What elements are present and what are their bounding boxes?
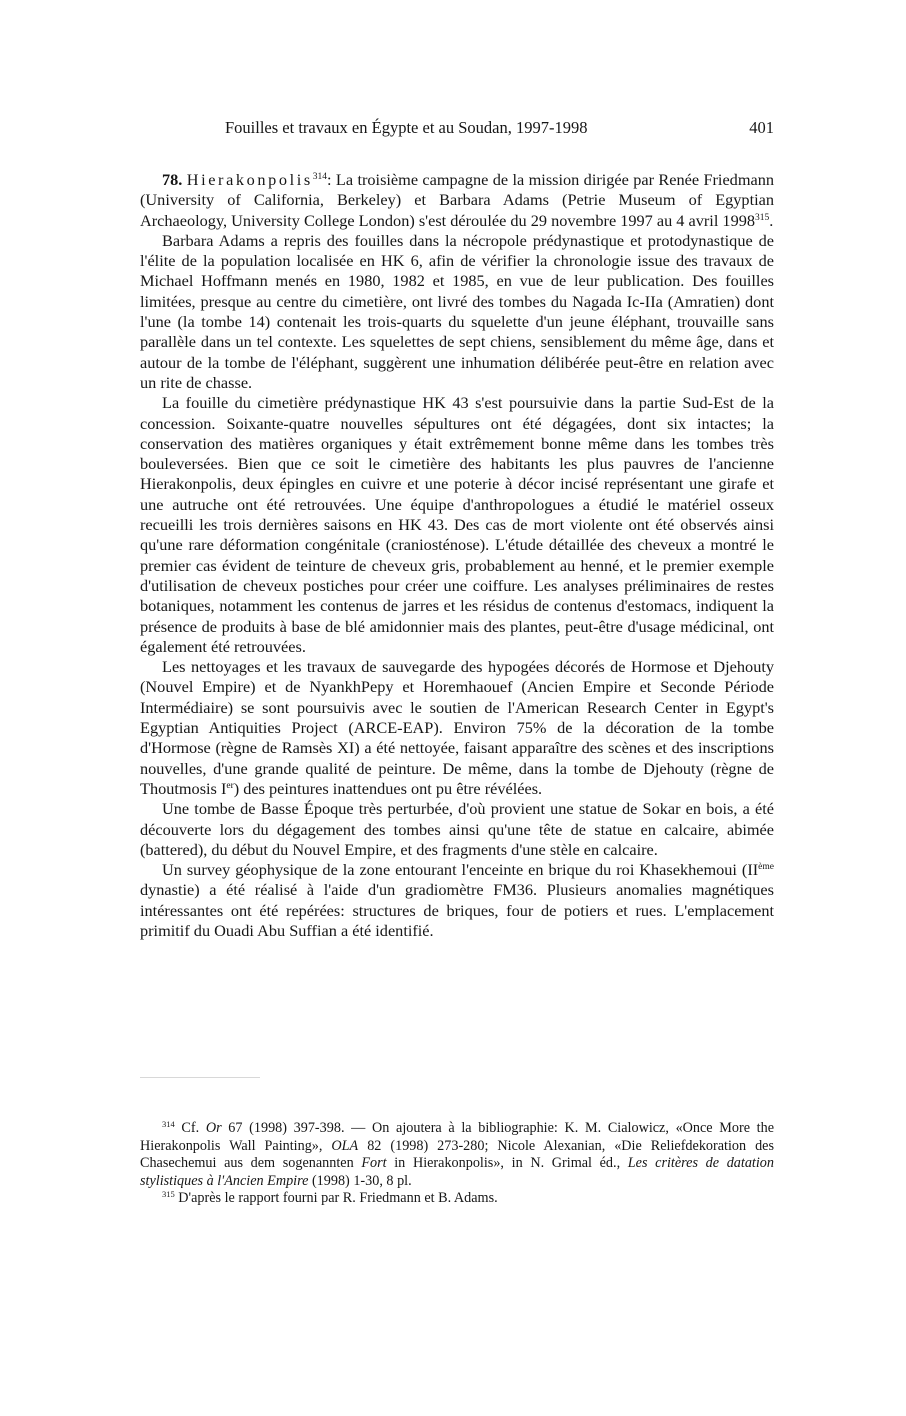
paragraph-late-period-tomb: Une tombe de Basse Époque très perturbée, d'où provient une statue de Sokar en bois, a été découverte lors du dégagement des tombes ainsi qu'une tête de statue en calcaire, abimée (battered), du début du Nouvel Empire, et des fragments d'une stèle en calcaire. bbox=[140, 799, 774, 859]
paragraph-text: Un survey géophysique de la zone entourant l'enceinte en brique du roi Khasekhemoui (II bbox=[162, 860, 759, 880]
site-name: Hierakonpolis bbox=[186, 170, 313, 189]
footnote-text: D'après le rapport fourni par R. Friedmann et B. Adams. bbox=[174, 1190, 498, 1207]
paragraph-end: . bbox=[769, 210, 774, 230]
footnote-divider bbox=[140, 1077, 260, 1078]
superscript-eme: ème bbox=[758, 862, 774, 873]
footnote-text: (1998) 1-30, 8 pl. bbox=[308, 1172, 412, 1189]
footnote-ref-314[interactable]: 314 bbox=[312, 172, 328, 182]
paragraph-text-cont: dynastie) a été réalisé à l'aide d'un gradiomètre FM36. Plusieurs anomalies magnétiques intéressantes ont été repérées: structures de briques, four de potiers et rues. L'emplacement primitif du Ouadi Abu Suffian a été identifié. bbox=[140, 880, 774, 940]
entry-number: 78. bbox=[162, 170, 183, 189]
footnote-text: Cf. bbox=[174, 1120, 206, 1136]
paragraph-entry-intro bbox=[140, 170, 774, 231]
footnote-315 bbox=[140, 1190, 774, 1208]
paragraph-text: Les nettoyages et les travaux de sauvegarde des hypogées décorés de Hormose et Djehouty (Nouvel Empire) et de NyankhPepy et Horemhaouef (Ancien Empire et Seconde Période Intermédiaire) se sont poursuivis avec le soutien de l'American Research Center in Egypt's Egyptian Antiquities Project (ARCE-EAP). Environ 75% de la décoration de la tombe d'Hormose (règne de Ramsès XI) a été nettoyée, faisant apparaître des scènes et des inscriptions nouvelles, d'une grande qualité de peinture. De même, dans la tombe de Djehouty (règne de Thoutmosis I bbox=[140, 657, 774, 798]
footnotes bbox=[140, 1120, 774, 1208]
article-body bbox=[140, 170, 774, 941]
paragraph-text-cont: ) des peintures inattendues ont pu être révélées. bbox=[233, 778, 543, 798]
paragraph-tombs-conservation bbox=[140, 657, 774, 799]
series-ola: OLA bbox=[331, 1137, 359, 1154]
book-title: Les critères de datation stylistiques à l'Ancien Empire bbox=[140, 1155, 774, 1189]
footnote-text: in Hierakonpolis», in N. Grimal éd., bbox=[386, 1155, 628, 1172]
footnote-number-315: 315 bbox=[162, 1189, 175, 1200]
page-number: 401 bbox=[749, 118, 774, 137]
paragraph-text: : La troisième campagne de la mission dirigée par Renée Friedmann (University of California, Berkeley) et Barbara Adams (Petrie Museum of Egyptian Archaeology, University College London) s'est déroulée du 29 novembre 1997 au 4 avril 1998 bbox=[140, 170, 774, 230]
running-title: Fouilles et travaux en Égypte et au Soudan, 1997-1998 bbox=[225, 118, 588, 137]
footnote-ref-315[interactable]: 315 bbox=[755, 212, 770, 223]
paragraph-hk43: La fouille du cimetière prédynastique HK 43 s'est poursuivie dans la partie Sud-Est de la concession. Soixante-quatre nouvelles sépultures ont été dégagées, dont six intactes; la conservation des matières organiques y était extrêmement bonne même dans les tombes très bouleversées. Bien que ce soit le cimetière des habitants les plus pauvres de l'ancienne Hierakonpolis, deux épingles en cuivre et une poterie à décor incisé représentant une girafe et une autruche ont été retrouvées. Une équipe d'anthropologues a étudié le matériel osseux recueilli les trois dernières saisons en HK 43. Des cas de mort violente ont été observés ainsi qu'une rare déformation congénitale (craniosténose). L'étude détaillée des cheveux a montré le premier cas évident de teinture de cheveux gris, probablement au henné, et le premier exemple d'utilisation de cheveux postiches pour créer une coiffure. Les analyses préliminaires de restes botaniques, notamment les contenus de jarres et les résidus de contenus d'estomacs, indiquent la présence de produits à base de blé amidonnier mais des plantes, peut-être d'usage médicinal, ont également été retrouvées. bbox=[140, 393, 774, 656]
superscript-er: er bbox=[226, 780, 234, 791]
footnote-text: 67 (1998) 397-398. — On ajoutera à la bibliographie: K. M. Cialowicz, «Once More the Hierakonpolis Wall Painting», bbox=[140, 1120, 775, 1154]
footnote-314 bbox=[140, 1120, 774, 1190]
paragraph-hk6: Barbara Adams a repris des fouilles dans la nécropole prédynastique et protodynastique de l'élite de la population localisée en HK 6, afin de vérifier la chronologie issue des travaux de Michael Hoffmann menés en 1980, 1982 et 1985, en vue de leur publication. Des fouilles limitées, presque au centre du cimetière, ont livré des tombes du Nagada Ic-IIa (Amratien) dont l'une (la tombe 14) contenait les trois-quarts du squelette d'un jeune éléphant, trouvaille sans parallèle dans un tel contexte. Les squelettes de sept chiens, sensiblement du même âge, dans et autour de la tombe de l'éléphant, suggèrent une inhumation délibérée peut-être en relation avec un rite de chasse. bbox=[140, 230, 774, 392]
paragraph-geophysical-survey bbox=[140, 860, 774, 941]
footnote-number-314: 314 bbox=[162, 1119, 175, 1129]
footnote-text: 82 (1998) 273-280; Nicole Alexanian, «Die Reliefdekoration des Chasechemui aus dem sogenannten bbox=[140, 1137, 774, 1172]
word-fort: Fort bbox=[361, 1155, 387, 1172]
journal-or: Or bbox=[205, 1120, 222, 1136]
